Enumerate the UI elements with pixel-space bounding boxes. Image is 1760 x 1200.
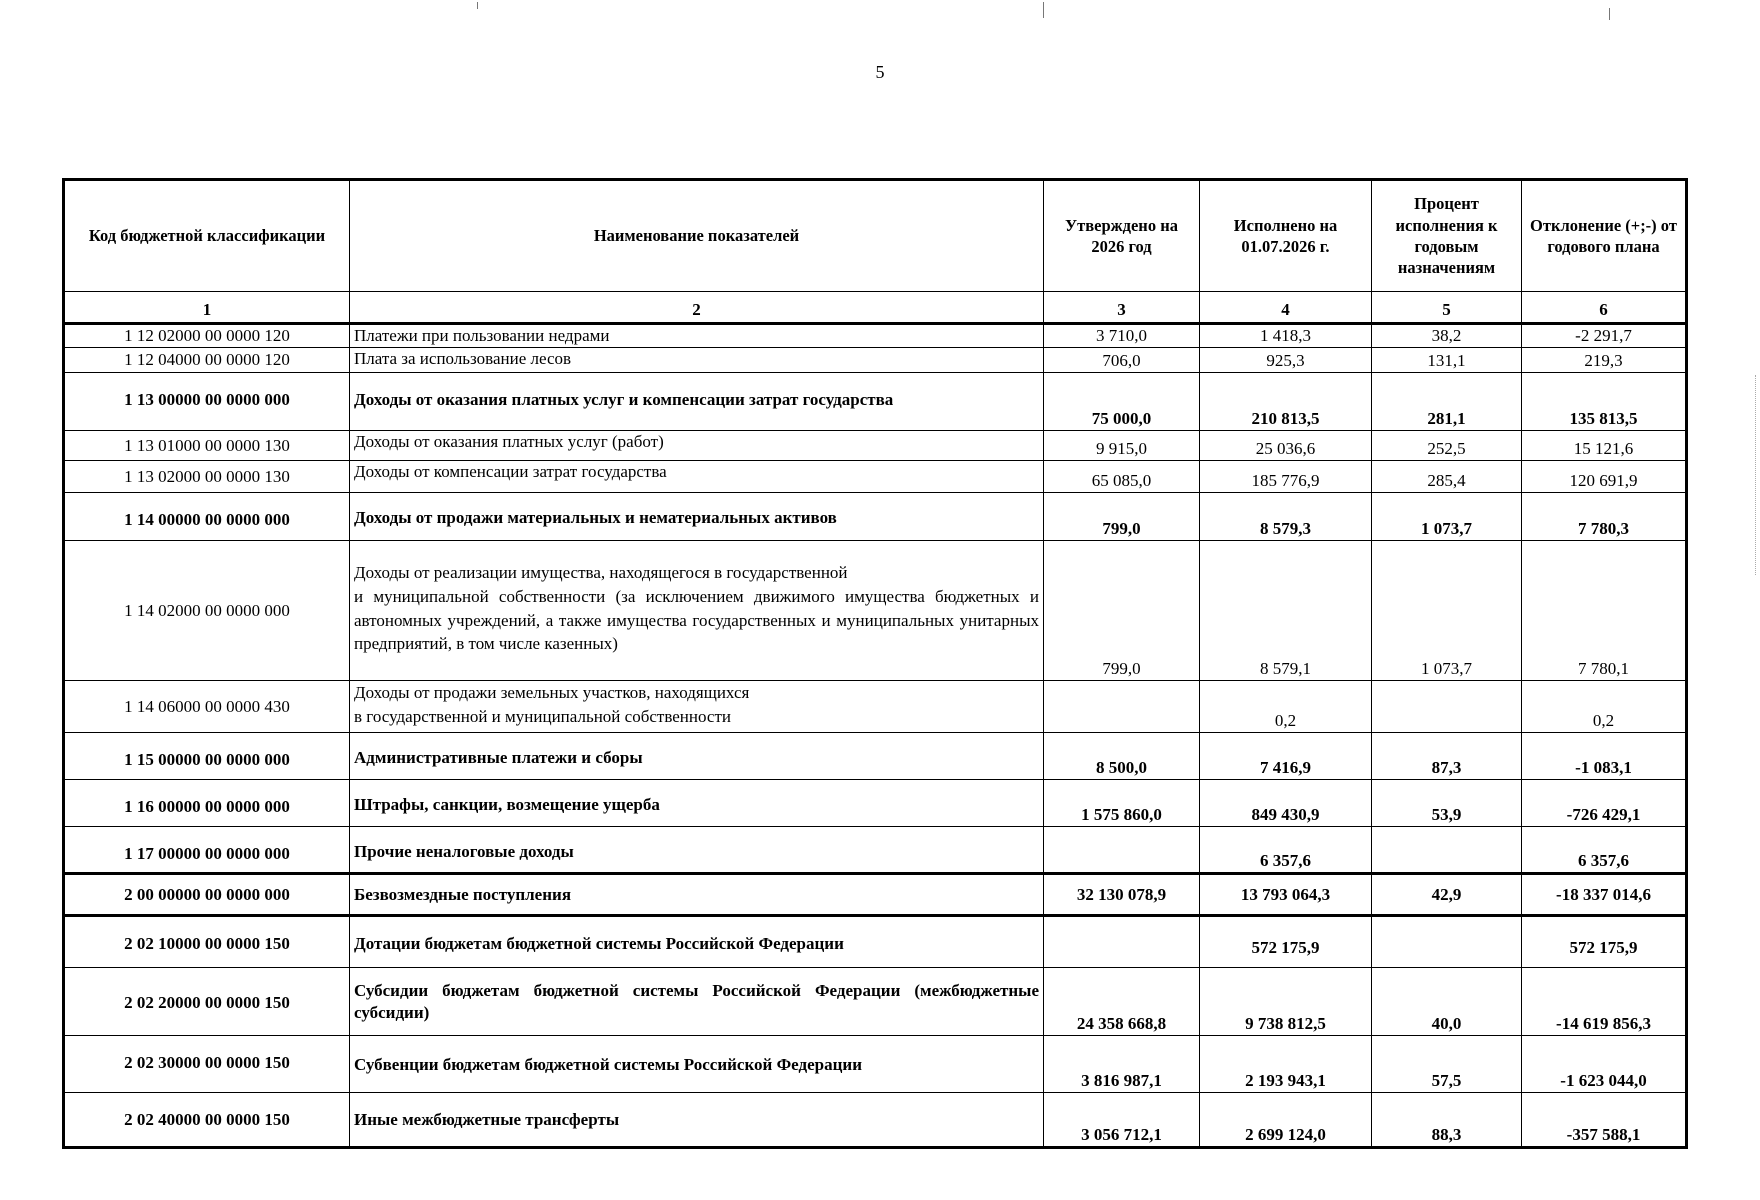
row-code: 2 02 30000 00 0000 150 xyxy=(64,1036,350,1093)
row-name-line: и муниципальной собственности (за исключением движимого имущества бюджетных и автономных учреждений, а также имущества государственных и муниципальных унитарных предприятий, в том числе казенных) xyxy=(354,586,1039,654)
scan-tick-mark xyxy=(1609,8,1610,20)
row-approved: 8 500,0 xyxy=(1044,733,1200,780)
row-approved xyxy=(1044,916,1200,968)
table-row xyxy=(64,874,1687,916)
budget-execution-table xyxy=(62,178,1688,1149)
table-row xyxy=(64,348,1687,373)
table-header-row xyxy=(64,180,1687,292)
header-name: Наименование показателей xyxy=(350,180,1044,292)
row-deviation: 219,3 xyxy=(1522,348,1687,373)
column-number: 6 xyxy=(1522,292,1687,324)
header-approved: Утверждено на 2026 год xyxy=(1044,180,1200,292)
table-row xyxy=(64,373,1687,431)
row-approved: 799,0 xyxy=(1044,541,1200,681)
row-code: 1 13 02000 00 0000 130 xyxy=(64,461,350,493)
row-name: Иные межбюджетные трансферты xyxy=(350,1093,1044,1148)
table-row xyxy=(64,968,1687,1036)
row-deviation: -357 588,1 xyxy=(1522,1093,1687,1148)
row-executed: 7 416,9 xyxy=(1200,733,1372,780)
row-percent xyxy=(1372,916,1522,968)
row-executed: 185 776,9 xyxy=(1200,461,1372,493)
row-name: Доходы от оказания платных услуг (работ) xyxy=(350,431,1044,461)
row-name: Субсидии бюджетам бюджетной системы Российской Федерации (межбюджетные субсидии) xyxy=(350,968,1044,1036)
row-approved: 1 575 860,0 xyxy=(1044,780,1200,827)
row-deviation: 15 121,6 xyxy=(1522,431,1687,461)
row-name: Плата за использование лесов xyxy=(350,348,1044,373)
row-approved: 24 358 668,8 xyxy=(1044,968,1200,1036)
row-percent: 57,5 xyxy=(1372,1036,1522,1093)
row-percent xyxy=(1372,827,1522,874)
row-code: 1 12 04000 00 0000 120 xyxy=(64,348,350,373)
row-percent: 42,9 xyxy=(1372,874,1522,916)
row-percent: 87,3 xyxy=(1372,733,1522,780)
header-deviation: Отклонение (+;-) от годового плана xyxy=(1522,180,1687,292)
row-executed: 849 430,9 xyxy=(1200,780,1372,827)
row-percent: 131,1 xyxy=(1372,348,1522,373)
row-executed: 25 036,6 xyxy=(1200,431,1372,461)
row-executed: 925,3 xyxy=(1200,348,1372,373)
row-percent: 252,5 xyxy=(1372,431,1522,461)
row-deviation: -726 429,1 xyxy=(1522,780,1687,827)
header-percent: Процент исполнения к годовым назначениям xyxy=(1372,180,1522,292)
row-approved: 65 085,0 xyxy=(1044,461,1200,493)
row-code: 2 00 00000 00 0000 000 xyxy=(64,874,350,916)
column-number: 4 xyxy=(1200,292,1372,324)
table-row xyxy=(64,1093,1687,1148)
row-executed: 2 193 943,1 xyxy=(1200,1036,1372,1093)
row-name: Штрафы, санкции, возмещение ущерба xyxy=(350,780,1044,827)
row-name: Субвенции бюджетам бюджетной системы Российской Федерации xyxy=(350,1036,1044,1093)
row-code: 1 14 06000 00 0000 430 xyxy=(64,681,350,733)
row-name: Платежи при пользовании недрами xyxy=(350,324,1044,348)
column-number: 1 xyxy=(64,292,350,324)
row-code: 1 16 00000 00 0000 000 xyxy=(64,780,350,827)
row-name: Доходы от компенсации затрат государства xyxy=(350,461,1044,493)
row-executed: 1 418,3 xyxy=(1200,324,1372,348)
row-approved: 9 915,0 xyxy=(1044,431,1200,461)
row-deviation: 7 780,1 xyxy=(1522,541,1687,681)
table-row xyxy=(64,916,1687,968)
row-percent: 281,1 xyxy=(1372,373,1522,431)
row-approved: 706,0 xyxy=(1044,348,1200,373)
row-code: 1 15 00000 00 0000 000 xyxy=(64,733,350,780)
row-name-line: Доходы от реализации имущества, находящегося в государственной xyxy=(354,563,848,583)
table-row xyxy=(64,541,1687,681)
row-percent: 88,3 xyxy=(1372,1093,1522,1148)
row-approved xyxy=(1044,827,1200,874)
row-deviation: 6 357,6 xyxy=(1522,827,1687,874)
row-percent: 53,9 xyxy=(1372,780,1522,827)
page-number: 5 xyxy=(875,62,885,82)
row-deviation: -18 337 014,6 xyxy=(1522,874,1687,916)
row-deviation: -1 623 044,0 xyxy=(1522,1036,1687,1093)
row-code: 1 14 00000 00 0000 000 xyxy=(64,493,350,541)
row-percent: 285,4 xyxy=(1372,461,1522,493)
row-name xyxy=(350,681,1044,733)
row-approved: 3 816 987,1 xyxy=(1044,1036,1200,1093)
row-executed: 0,2 xyxy=(1200,681,1372,733)
row-name: Административные платежи и сборы xyxy=(350,733,1044,780)
row-approved: 32 130 078,9 xyxy=(1044,874,1200,916)
row-name-line: Доходы от продажи земельных участков, находящихся xyxy=(354,683,750,703)
row-deviation: -2 291,7 xyxy=(1522,324,1687,348)
column-number: 2 xyxy=(350,292,1044,324)
row-code: 2 02 20000 00 0000 150 xyxy=(64,968,350,1036)
column-number-row xyxy=(64,292,1687,324)
row-deviation: 135 813,5 xyxy=(1522,373,1687,431)
scan-tick-mark xyxy=(477,2,478,9)
row-percent: 1 073,7 xyxy=(1372,493,1522,541)
row-deviation: 572 175,9 xyxy=(1522,916,1687,968)
row-percent: 1 073,7 xyxy=(1372,541,1522,681)
table-row xyxy=(64,324,1687,348)
table-row xyxy=(64,827,1687,874)
row-name: Безвозмездные поступления xyxy=(350,874,1044,916)
table-row xyxy=(64,431,1687,461)
table-row xyxy=(64,461,1687,493)
row-code: 1 13 01000 00 0000 130 xyxy=(64,431,350,461)
row-executed: 9 738 812,5 xyxy=(1200,968,1372,1036)
row-executed: 2 699 124,0 xyxy=(1200,1093,1372,1148)
row-code: 2 02 40000 00 0000 150 xyxy=(64,1093,350,1148)
row-name: Дотации бюджетам бюджетной системы Российской Федерации xyxy=(350,916,1044,968)
row-name: Доходы от продажи материальных и нематериальных активов xyxy=(350,493,1044,541)
row-deviation: 7 780,3 xyxy=(1522,493,1687,541)
row-executed: 210 813,5 xyxy=(1200,373,1372,431)
row-name: Доходы от оказания платных услуг и компенсации затрат государства xyxy=(350,373,1044,431)
column-number: 5 xyxy=(1372,292,1522,324)
header-code: Код бюджетной классификации xyxy=(64,180,350,292)
row-code: 1 12 02000 00 0000 120 xyxy=(64,324,350,348)
row-percent: 38,2 xyxy=(1372,324,1522,348)
header-executed: Исполнено на 01.07.2026 г. xyxy=(1200,180,1372,292)
row-percent: 40,0 xyxy=(1372,968,1522,1036)
scan-edge-mark xyxy=(1755,375,1758,575)
row-code: 2 02 10000 00 0000 150 xyxy=(64,916,350,968)
table-row xyxy=(64,733,1687,780)
row-deviation: 0,2 xyxy=(1522,681,1687,733)
row-executed: 8 579,3 xyxy=(1200,493,1372,541)
row-approved: 3 710,0 xyxy=(1044,324,1200,348)
row-approved: 75 000,0 xyxy=(1044,373,1200,431)
row-code: 1 13 00000 00 0000 000 xyxy=(64,373,350,431)
row-deviation: 120 691,9 xyxy=(1522,461,1687,493)
row-code: 1 17 00000 00 0000 000 xyxy=(64,827,350,874)
row-percent xyxy=(1372,681,1522,733)
row-approved: 3 056 712,1 xyxy=(1044,1093,1200,1148)
row-code: 1 14 02000 00 0000 000 xyxy=(64,541,350,681)
row-deviation: -1 083,1 xyxy=(1522,733,1687,780)
row-name: Прочие неналоговые доходы xyxy=(350,827,1044,874)
table-row xyxy=(64,780,1687,827)
row-name xyxy=(350,541,1044,681)
row-executed: 6 357,6 xyxy=(1200,827,1372,874)
row-approved: 799,0 xyxy=(1044,493,1200,541)
row-name-line: в государственной и муниципальной собственности xyxy=(354,706,731,726)
table-row xyxy=(64,681,1687,733)
row-executed: 572 175,9 xyxy=(1200,916,1372,968)
table-row xyxy=(64,493,1687,541)
column-number: 3 xyxy=(1044,292,1200,324)
row-executed: 13 793 064,3 xyxy=(1200,874,1372,916)
table-row xyxy=(64,1036,1687,1093)
row-deviation: -14 619 856,3 xyxy=(1522,968,1687,1036)
row-approved xyxy=(1044,681,1200,733)
scan-tick-mark xyxy=(1043,2,1044,18)
row-executed: 8 579,1 xyxy=(1200,541,1372,681)
